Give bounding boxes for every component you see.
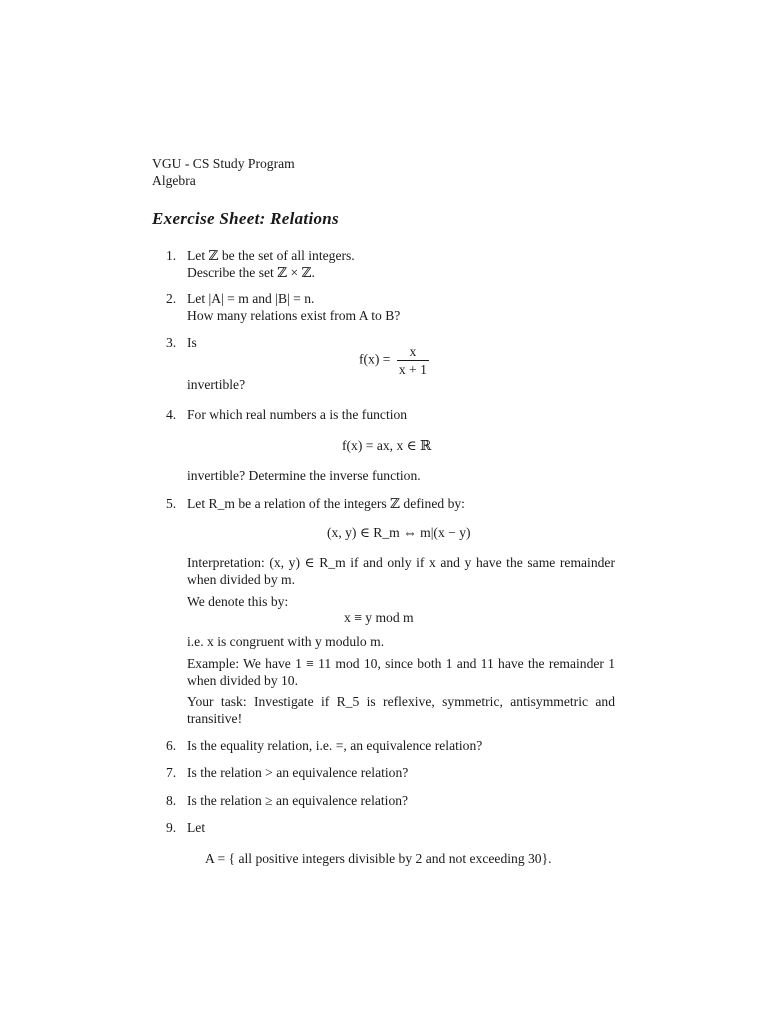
exercise-text: Let R_m be a relation of the integers ℤ defined by: — [187, 496, 465, 511]
exercise-6 — [166, 737, 615, 754]
congruence-explanation: i.e. x is congruent with y modulo m. — [187, 634, 385, 649]
exercise-text: Is the relation > an equivalence relation? — [187, 765, 409, 780]
function-equation: f(x) = ax, x ∈ ℝ — [342, 438, 432, 453]
exercise-text: Is the relation ≥ an equivalence relation? — [187, 793, 409, 808]
exercise-text: Is the equality relation, i.e. =, an equivalence relation? — [187, 738, 483, 753]
exercise-number: 9. — [166, 820, 177, 835]
exercise-number: 4. — [166, 407, 177, 422]
exercise-number: 8. — [166, 793, 177, 808]
exercise-4 — [166, 406, 615, 486]
exercise-text: Let — [187, 820, 206, 835]
exercise-text: For which real numbers a is the function — [187, 407, 408, 422]
exercise-2 — [166, 290, 615, 324]
exercise-8 — [166, 792, 615, 809]
equation-lhs: f(x) = — [359, 351, 391, 367]
exercise-text: invertible? — [187, 377, 246, 392]
program-name: VGU - CS Study Program — [152, 156, 295, 171]
course-name: Algebra — [152, 173, 196, 188]
relation-definition: (x, y) ∈ R_m ⇔ m|(x − y) — [327, 525, 471, 540]
exercise-1 — [166, 247, 615, 281]
exercise-text: Let ℤ be the set of all integers. — [187, 248, 355, 263]
fraction-denominator: x + 1 — [398, 362, 427, 377]
document-header — [152, 155, 295, 189]
set-definition: A = { all positive integers divisible by 2 and not exceeding 30}. — [205, 851, 552, 866]
exercise-5 — [166, 495, 615, 730]
exercise-number: 6. — [166, 738, 177, 753]
fraction-numerator: x — [397, 343, 429, 361]
task-text: Your task: Investigate if R_5 is reflexive, symmetric, antisymmetric and transitive! — [187, 694, 615, 726]
sheet-title: Exercise Sheet: Relations — [152, 209, 339, 228]
exercise-number: 5. — [166, 496, 177, 511]
exercise-9 — [166, 819, 615, 869]
congruence-equation: x ≡ y mod m — [344, 610, 414, 625]
exercise-text: invertible? Determine the inverse function. — [187, 468, 421, 483]
fraction — [397, 343, 429, 378]
exercise-text: Is — [187, 335, 197, 350]
exercise-7 — [166, 764, 615, 781]
fraction-equation — [359, 343, 429, 378]
interpretation-text: Interpretation: (x, y) ∈ R_m if and only if x and y have the same remainder when divided by m. — [187, 555, 615, 587]
denote-text: We denote this by: — [187, 594, 289, 609]
exercise-text: How many relations exist from A to B? — [187, 308, 401, 323]
exercise-number: 3. — [166, 335, 177, 350]
exercise-number: 2. — [166, 291, 177, 306]
exercise-number: 7. — [166, 765, 177, 780]
exercise-text: Describe the set ℤ × ℤ. — [187, 265, 315, 280]
exercise-3 — [166, 334, 615, 394]
example-text: Example: We have 1 ≡ 11 mod 10, since both 1 and 11 have the remainder 1 when divided by 10. — [187, 656, 615, 688]
exercise-text: Let |A| = m and |B| = n. — [187, 291, 315, 306]
exercise-number: 1. — [166, 248, 177, 263]
